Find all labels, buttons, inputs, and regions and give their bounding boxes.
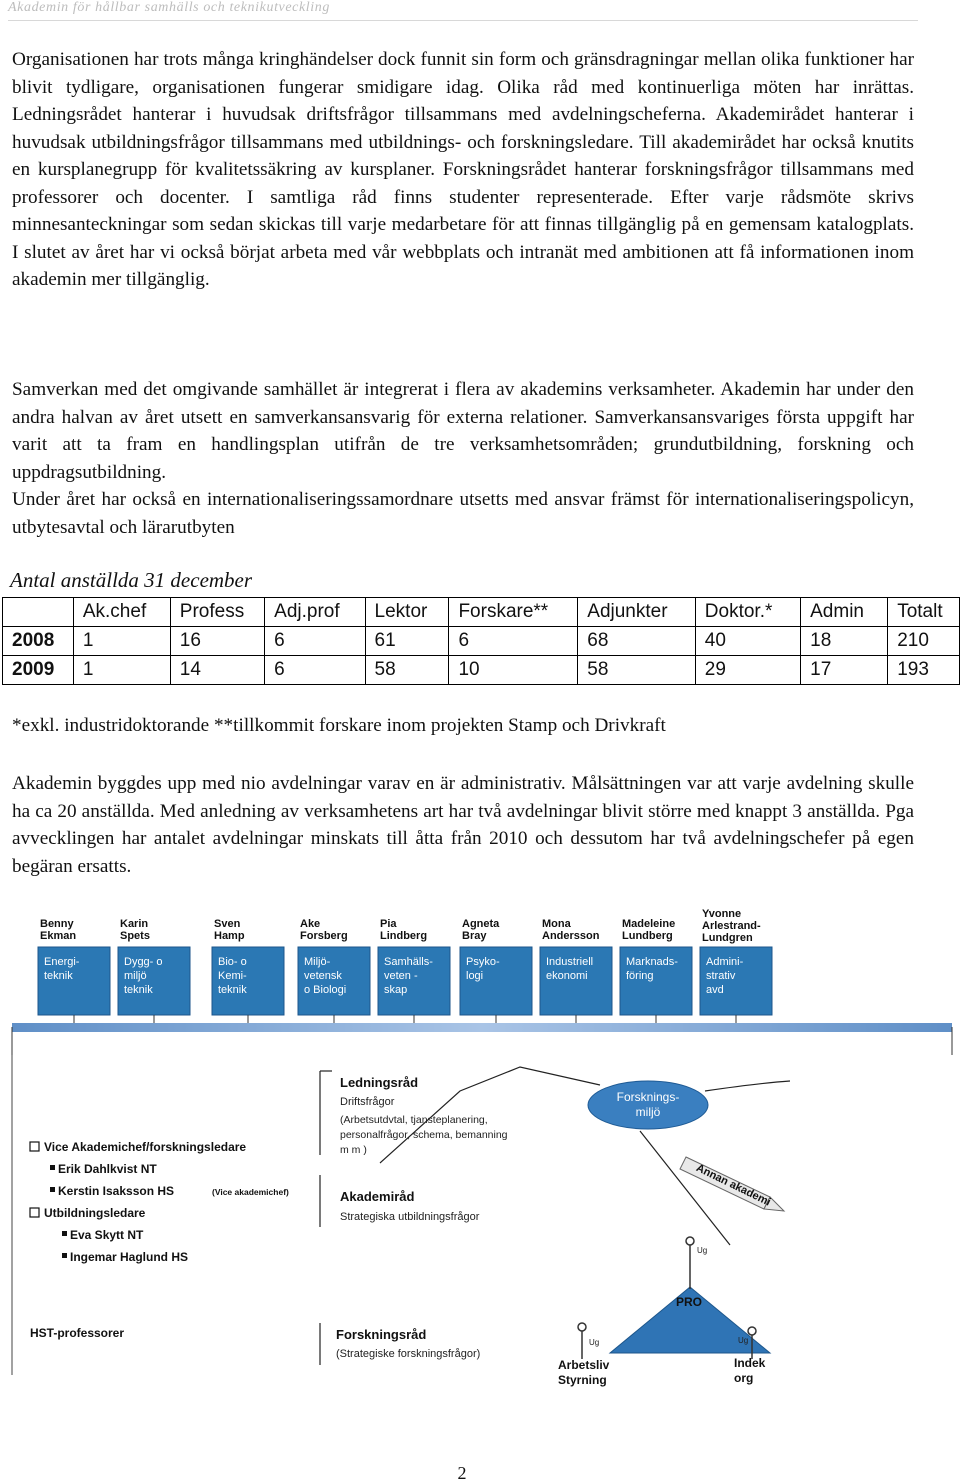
ledningsrad-subtitle: Driftsfrågor	[340, 1096, 395, 1108]
pyramid-right-label-2: org	[734, 1371, 754, 1385]
table-cell: 61	[365, 627, 449, 656]
department-unit-label: Industriell	[546, 956, 594, 968]
pyramid-left-node	[578, 1323, 586, 1331]
table-cell: 1	[73, 627, 170, 656]
department-unit-label: logi	[466, 970, 484, 982]
table-header-cell: Admin	[801, 598, 888, 627]
department-unit-label: vetensk	[304, 970, 342, 982]
bullet-icon	[62, 1231, 67, 1236]
pyramid-left-label-1: Arbetsliv	[558, 1358, 610, 1372]
table-header-cell: Totalt	[888, 598, 960, 627]
table-header-cell: Adj.prof	[265, 598, 365, 627]
annan-akademi-arrow	[680, 1157, 784, 1211]
paragraph-internationalisering: Under året har också en internationaliseringssamordnare utsetts med ansvar främst för internationaliseringspolicyn, utbytesavtal och lärarutbyten	[12, 489, 914, 538]
pyramid-right-node	[748, 1327, 756, 1335]
department-head-name: Arlestrand-	[702, 920, 761, 932]
department-unit-label: teknik	[124, 984, 153, 996]
pyramid-ug-left: Ug	[589, 1338, 600, 1347]
table-header-cell: Lektor	[365, 598, 449, 627]
department-unit-label: Energi-	[44, 956, 80, 968]
pyramid-top-node	[686, 1237, 694, 1245]
department-unit-label: ekonomi	[546, 970, 588, 982]
role-kerstin-isaksson: Kerstin Isaksson HS	[58, 1184, 175, 1198]
department-unit-label: Marknads-	[626, 956, 678, 968]
forskningsmiljo-down-connector	[640, 1131, 730, 1245]
checkbox-icon	[30, 1142, 39, 1151]
table-cell: 58	[365, 656, 449, 685]
role-vice-akademichef: Vice Akademichef/forskningsledare	[44, 1140, 247, 1154]
pyramid-left-label-2: Styrning	[558, 1373, 607, 1387]
checkbox-icon	[30, 1208, 39, 1217]
table-row-year: 2009	[3, 656, 74, 685]
department-unit-label: Miljö-	[304, 956, 331, 968]
forskningsmiljo-label-1: Forsknings-	[616, 1090, 680, 1104]
department-unit-label: avd	[706, 984, 724, 996]
pyramid-right-label-1: Indek	[734, 1356, 766, 1370]
table-cell: 17	[801, 656, 888, 685]
department-head-name: Agneta	[462, 918, 500, 930]
department-head-name: Ake	[300, 918, 321, 930]
department-head-name: Mona	[542, 918, 571, 930]
pyramid-ug-top: Ug	[697, 1246, 708, 1255]
table-cell: 58	[578, 656, 696, 685]
bullet-icon	[50, 1187, 55, 1192]
table-header-cell	[3, 598, 74, 627]
table-cell: 6	[265, 627, 365, 656]
forskningsrad-subtitle: (Strategiske forskningsfrågor)	[336, 1348, 481, 1360]
role-vice-akademichef-note: (Vice akademichef)	[212, 1187, 289, 1197]
table-cell: 18	[801, 627, 888, 656]
forskningsmiljo-label-2: miljö	[635, 1105, 661, 1119]
ledningsrad-desc-2: personalfrågor, schema, bemanning	[340, 1129, 508, 1141]
forskningsrad-title: Forskningsråd	[336, 1327, 427, 1342]
table-cell: 210	[888, 627, 960, 656]
department-unit-label: skap	[384, 984, 408, 996]
department-unit-label: teknik	[218, 984, 247, 996]
department-head-name: Yvonne	[702, 908, 742, 920]
department-head-name: Hamp	[214, 930, 245, 942]
bullet-icon	[62, 1253, 67, 1258]
department-head-name: Lindberg	[380, 930, 428, 942]
department-unit-label: veten -	[384, 970, 418, 982]
table-row-year: 2008	[3, 627, 74, 656]
department-head-name: Forsberg	[300, 930, 348, 942]
pyramid-diagram	[558, 1237, 770, 1387]
table-cell: 16	[170, 627, 264, 656]
left-role-list	[30, 1140, 289, 1264]
annan-akademi-label: Annan akademi	[694, 1162, 773, 1209]
org-chart-svg	[0, 905, 960, 1405]
department-unit-label: teknik	[44, 970, 73, 982]
department-head-name: Madeleine	[622, 918, 676, 930]
ledningsrad-desc-3: m m )	[340, 1144, 367, 1156]
bullet-icon	[50, 1165, 55, 1170]
org-chart	[0, 905, 960, 1405]
department-head-name: Lundgren	[702, 932, 753, 944]
forskningsmiljo-right-connector	[705, 1081, 790, 1091]
table-cell: 193	[888, 656, 960, 685]
table-cell: 6	[449, 627, 578, 656]
table-cell: 40	[695, 627, 800, 656]
department-head-name: Andersson	[542, 930, 600, 942]
table-cell: 1	[73, 656, 170, 685]
pyramid-ug-right: Ug	[738, 1336, 749, 1345]
table-cell: 6	[265, 656, 365, 685]
header-title: Akademin för hållbar samhälls och teknikutveckling	[8, 0, 330, 15]
department-band	[12, 1023, 952, 1032]
table-row	[3, 656, 960, 685]
department-unit-label: Psyko-	[466, 956, 500, 968]
department-head-name: Karin	[120, 918, 149, 930]
pyramid-top-label: PRO	[676, 1295, 703, 1309]
role-eva-skytt: Eva Skytt NT	[70, 1228, 144, 1242]
table-header-cell: Ak.chef	[73, 598, 170, 627]
table-cell: 68	[578, 627, 696, 656]
table-header-row	[3, 598, 960, 627]
department-unit-label: strativ	[706, 970, 736, 982]
table-header-cell: Doktor.*	[695, 598, 800, 627]
table-header-cell: Profess	[170, 598, 264, 627]
table-header-cell: Adjunkter	[578, 598, 696, 627]
department-unit-label: Admini-	[706, 956, 744, 968]
ledningsrad-title: Ledningsråd	[340, 1075, 419, 1090]
department-unit-label: Bio- o	[218, 956, 247, 968]
department-unit-label: Kemi-	[218, 970, 247, 982]
table-footnote: *exkl. industridoktorande **tillkommit forskare inom projekten Stamp och Drivkraft	[12, 715, 666, 736]
department-row	[38, 908, 772, 1023]
department-head-name: Ekman	[40, 930, 77, 942]
table-row	[3, 627, 960, 656]
staff-table	[2, 597, 960, 685]
paragraph-organisation: Organisationen har trots många kringhändelser dock funnit sin form och gränsdragningar mellan olika funktioner har blivit tydligare, organisationen fungerar smidigare idag. Olika råd med kontinuerliga möten har inrättas. Ledningsrådet hanterar i huvudsak driftsfrågor tillsammans med avdelningscheferna. Akademirådet hanterar i huvudsak utbildningsfrågor tillsammans med utbildnings- och forskningsledare. Till akademirådet har också knutits en kursplanegrupp för kvalitetssäkring av kursplaner. Forskningsrådet hanterar forskningsfrågor tillsammans med professorer och docenter. I samtliga råd finns studenter representerade. Efter varje rådsmöte skrivs minnesanteckningar som sedan skickas till varje medarbetare för att finnas tillgänglig på en gemensam katalogplats. I slutet av året har vi också börjat arbeta med vår webbplats och intranät med ambitionen att få informationen inom akademin mer tillgänglig.	[12, 49, 914, 290]
department-unit-label: Samhälls-	[384, 956, 433, 968]
table-caption: Antal anställda 31 december	[10, 568, 253, 592]
table-cell: 14	[170, 656, 264, 685]
akademirad-title: Akademiråd	[340, 1189, 415, 1204]
paragraph-avdelningar: Akademin byggdes upp med nio avdelningar varav en är administrativ. Målsättningen var att varje avdelning skulle ha ca 20 anställda. Med anledning av verksamhetens art har två avdelningar blivit större med knappt 3 anställda. Pga avvecklingen har antalet avdelningar minskats till åtta från 2010 och dessutom har två avdelningschefer på egen begäran ersatts.	[12, 773, 914, 877]
role-ingemar-haglund: Ingemar Haglund HS	[70, 1250, 189, 1264]
department-head-name: Sven	[214, 918, 241, 930]
role-erik-dahlkvist: Erik Dahlkvist NT	[58, 1162, 157, 1176]
page-number: 2	[457, 1463, 467, 1483]
department-head-name: Spets	[120, 930, 150, 942]
ledningsrad-desc-1: (Arbetsutdvtal, tjansteplanering,	[340, 1114, 488, 1126]
department-unit-label: föring	[626, 970, 654, 982]
department-unit-label: o Biologi	[304, 984, 347, 996]
paragraph-samverkan: Samverkan med det omgivande samhället är integrerat i flera av akademins verksamheter. Akademin har under den andra halvan av året utsett en samverkansansvarig för externa relationer. Samverkansansvariges första uppgift har varit att ta fram en handlingsplan utifrån de tre verksamhetsområden; grundutbildning, forskning och uppdragsutbildning.	[12, 379, 914, 483]
hst-professorer-label: HST-professorer	[30, 1326, 125, 1340]
akademirad-subtitle: Strategiska utbildningsfrågor	[340, 1211, 480, 1223]
department-head-name: Pia	[380, 918, 397, 930]
table-header-cell: Forskare**	[449, 598, 578, 627]
department-head-name: Benny	[40, 918, 74, 930]
table-cell: 29	[695, 656, 800, 685]
table-cell: 10	[449, 656, 578, 685]
department-head-name: Bray	[462, 930, 487, 942]
department-unit-label: Dygg- o	[124, 956, 163, 968]
page-header	[8, 0, 918, 21]
department-unit-label: miljö	[124, 970, 147, 982]
role-utbildningsledare: Utbildningsledare	[44, 1206, 146, 1220]
department-head-name: Lundberg	[622, 930, 673, 942]
